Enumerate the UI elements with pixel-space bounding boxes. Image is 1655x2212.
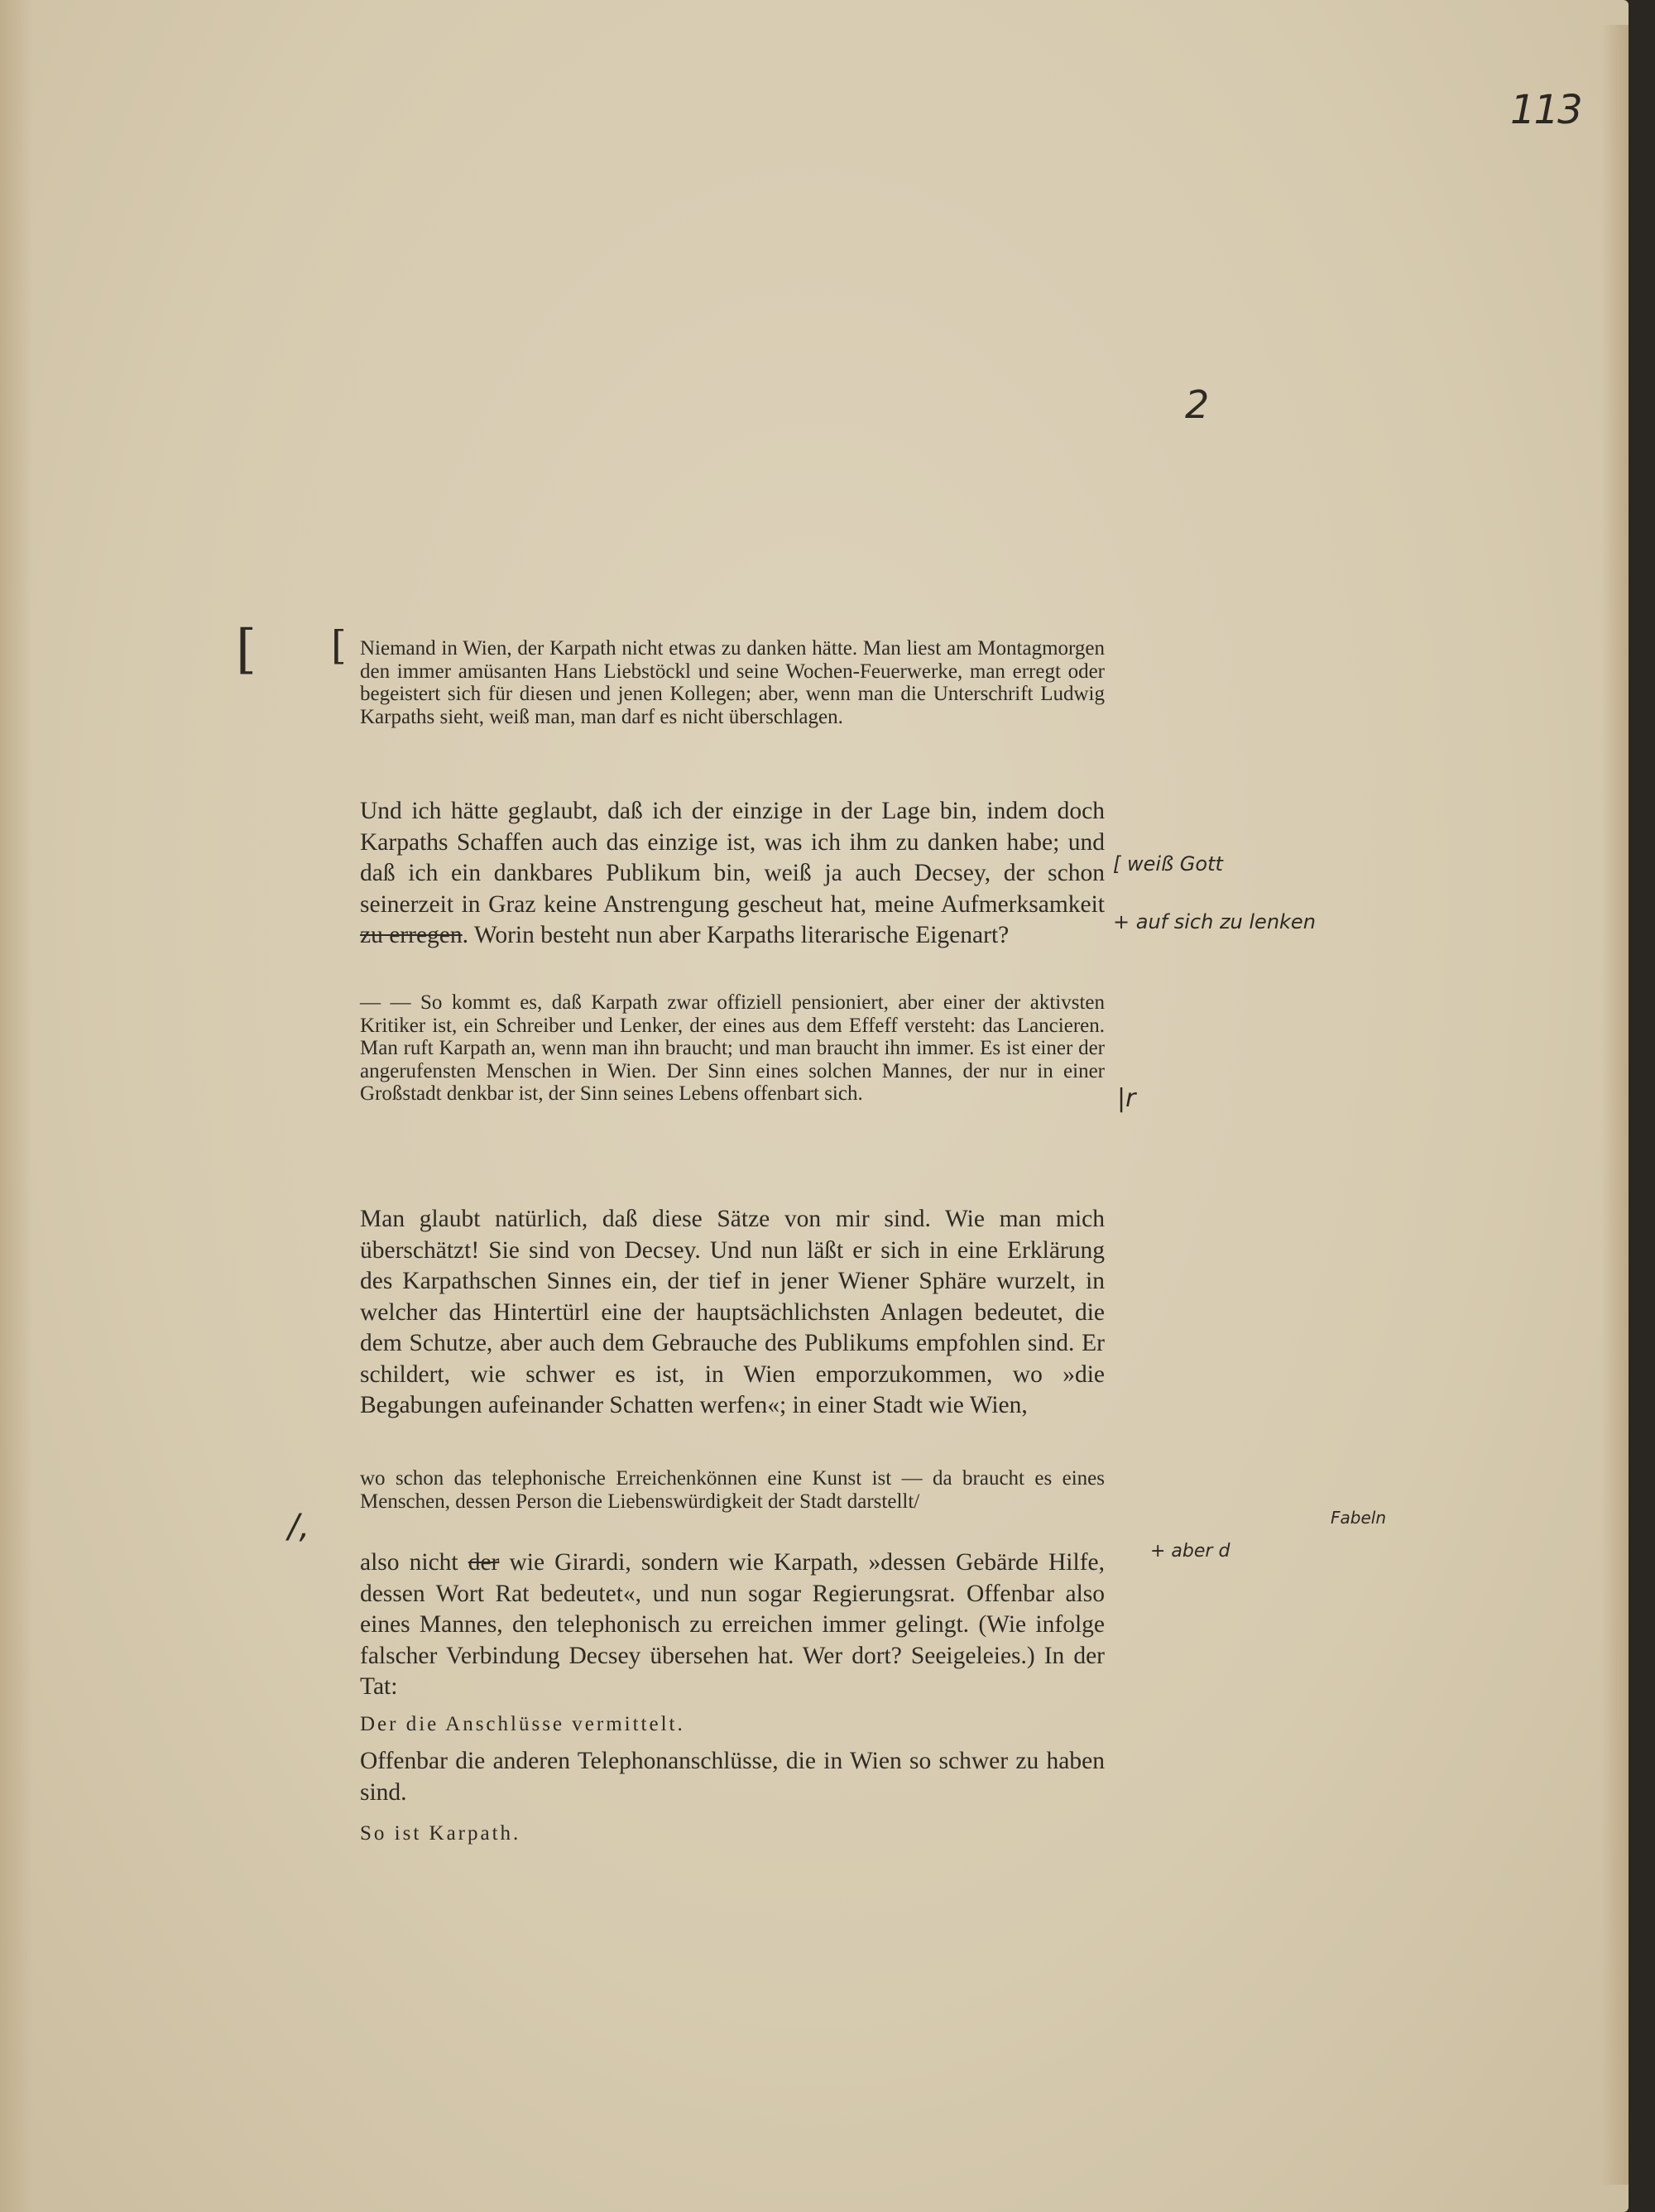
margin-bracket: [: [236, 619, 257, 680]
struck-text: zu erregen: [360, 922, 463, 948]
section-number: 2: [1185, 382, 1210, 427]
body-paragraph-1-end: . Worin besteht nun aber Karpaths literarische Eigenart?: [462, 922, 1010, 948]
body-paragraph-2: Man glaubt natürlich, daß diese Sätze von mir sind. Wie man mich überschätzt! Sie sind von Decsey. Und nun läßt er sich in eine Erklärung des Karpathschen Sinnes ein, der tief in jener Wiener Sphäre wurzelt, in welcher das Hintertürl eine der hauptsächlichsten Anlagen bedeutet, die dem Schutze, aber auch dem Gebrauche des Publikums empfohlen sind. Er schildert, wie schwer es ist, in Wien emporzukommen, wo »die Begabungen aufeinander Schatten werfen«; in einer Stadt wie Wien,: [360, 1206, 1105, 1418]
quote-paragraph-1: Niemand in Wien, der Karpath nicht etwas zu danken hätte. Man liest am Montagmorgen den immer amüsanten Hans Liebstöckl und seine Wochen-Feuerwerke, man erregt oder begeistert sich für diesen und jenen Kollegen; aber, wenn man die Unterschrift Ludwig Karpaths sieht, weiß man, man darf es nicht überschlagen.: [360, 637, 1105, 728]
quote-paragraph-3: wo schon das telephonische Erreichenkönnen eine Kunst ist — da braucht es eines Menschen, dessen Person die Liebenswürdigkeit der Stadt darstellt/: [360, 1467, 1105, 1513]
insertion-bracket: [: [331, 622, 347, 669]
body-paragraph-3-end: wie Girardi, sondern wie Karpath, »dessen Gebärde Hilfe, dessen Wort Rat bedeutet«, und nun sogar Regierungsrat. Offenbar also eines Mannes, den telephonisch zu erreichen immer gelingt. (Wie infolge falscher Verbindung Decsey übersehen hat. Wer dort? Seeigeleies.) In der Tat:: [360, 1549, 1105, 1700]
body-paragraph-1: [360, 796, 1105, 952]
struck-word: der: [468, 1549, 500, 1576]
margin-note-4: /,: [288, 1508, 310, 1546]
page-shadow: [0, 0, 33, 2212]
body-paragraph-1-text: Und ich hätte geglaubt, daß ich der einzige in der Lage bin, indem doch Karpaths Schaffen auch das einzige ist, was ich ihm zu danken habe; und daß ich ein dankbares Publikum bin, weiß ja auch Decsey, der schon seinerzeit in Graz keine Anstrengung gescheut hat, meine Aufmerksamkeit: [360, 798, 1105, 918]
margin-note-1: [ weiß Gott: [1113, 852, 1223, 876]
page-edge: [1601, 25, 1629, 2185]
body-paragraph-3: [360, 1547, 1105, 1703]
margin-note-6: Fabeln: [1331, 1508, 1386, 1528]
folio-number: 113: [1510, 87, 1581, 133]
closing-line: So ist Karpath.: [360, 1822, 521, 1845]
margin-note-3: |r: [1117, 1084, 1136, 1113]
body-paragraph-3-text: also nicht: [360, 1549, 468, 1576]
quote-paragraph-2: — — So kommt es, daß Karpath zwar offiziell pensioniert, aber einer der aktivsten Kritiker ist, ein Schreiber und Lenker, der eines aus dem Effeff versteht: das Lancieren. Man ruft Karpath an, wenn man ihn braucht; und man braucht ihn immer. Es ist einer der angerufensten Menschen in Wien. Der Sinn eines solchen Mannes, der nur in einer Großstadt denkbar ist, der Sinn seines Lebens offenbart sich.: [360, 991, 1105, 1105]
body-paragraph-4: Offenbar die anderen Telephonanschlüsse, die in Wien so schwer zu haben sind.: [360, 1748, 1105, 1806]
quote-line: Der die Anschlüsse vermittelt.: [360, 1713, 685, 1735]
margin-note-2: + auf sich zu lenken: [1113, 910, 1316, 933]
margin-note-5: + aber d: [1150, 1541, 1230, 1562]
